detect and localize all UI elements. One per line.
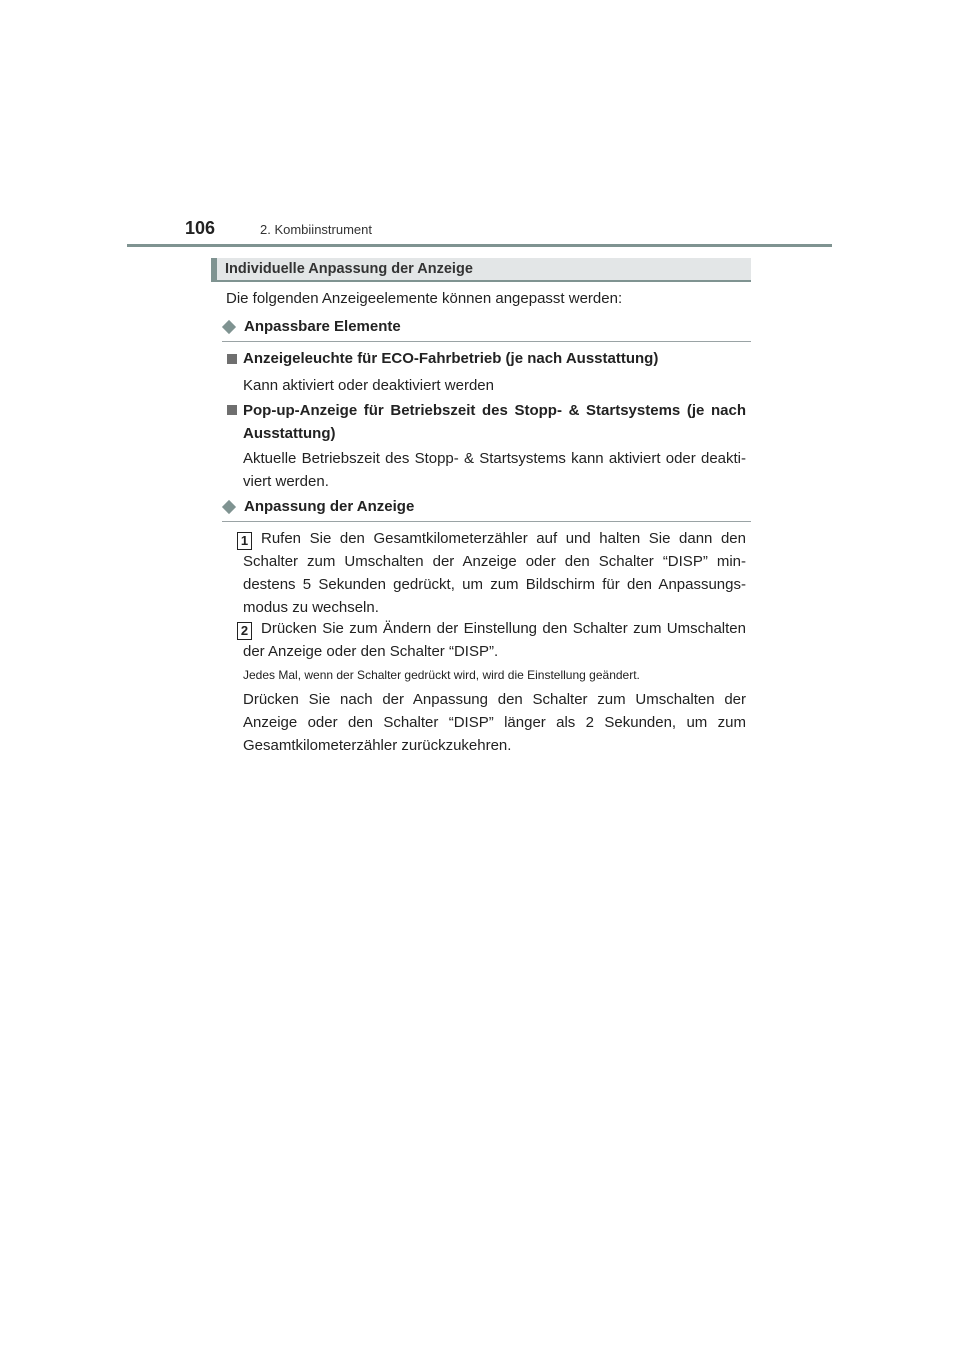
square-bullet-icon: [227, 354, 237, 364]
step-note: Jedes Mal, wenn der Schalter gedrückt wird, wird die Einstellung geändert.: [243, 668, 640, 682]
item-text-line: viert werden.: [243, 473, 329, 490]
square-bullet-icon: [227, 405, 237, 415]
step-text-line: Drücken Sie zum Ändern der Einstellung den Schalter zum Umschalten: [261, 620, 746, 637]
subsection-title: Anpassung der Anzeige: [244, 498, 415, 515]
step-number-badge: 2: [237, 622, 252, 640]
item-title-line: Ausstattung): [243, 425, 336, 442]
step-text-line: Rufen Sie den Gesamtkilometerzähler auf und halten Sie dann den: [261, 530, 746, 547]
chapter-title: 2. Kombiinstrument: [260, 222, 372, 237]
step-text-line: destens 5 Sekunden gedrückt, um zum Bildschirm für den Anpassungs-: [243, 576, 746, 593]
subsection-title: Anpassbare Elemente: [244, 318, 401, 335]
section-title: Individuelle Anpassung der Anzeige: [225, 261, 473, 277]
section-header: [211, 258, 751, 282]
page-number: 106: [185, 218, 216, 238]
header-rule: [127, 244, 832, 247]
step-text-line: der Anzeige oder den Schalter “DISP”.: [243, 643, 499, 660]
step-number-badge: 1: [237, 532, 252, 550]
closing-text-line: Drücken Sie nach der Anpassung den Schalter zum Umschalten der: [243, 691, 746, 708]
diamond-bullet-icon: [222, 320, 236, 334]
subsection-heading-anpassbare-elemente: [222, 319, 751, 342]
step-text-line: Schalter zum Umschalten der Anzeige oder den Schalter “DISP” min-: [243, 553, 746, 570]
subsection-heading-anpassung-der-anzeige: [222, 499, 751, 522]
item-title-line: Pop-up-Anzeige für Betriebszeit des Stopp- & Startsystems (je nach: [243, 402, 746, 419]
diamond-bullet-icon: [222, 500, 236, 514]
item-text: Kann aktiviert oder deaktiviert werden: [243, 377, 494, 394]
item-text-line: Aktuelle Betriebszeit des Stopp- & Startsystems kann aktiviert oder deakti-: [243, 450, 746, 467]
item-title: Anzeigeleuchte für ECO-Fahrbetrieb (je nach Ausstattung): [243, 350, 659, 367]
section-intro: Die folgenden Anzeigeelemente können angepasst werden:: [226, 290, 623, 307]
closing-text-line: Gesamtkilometerzähler zurückzukehren.: [243, 737, 512, 754]
closing-text-line: Anzeige oder den Schalter “DISP” länger als 2 Sekunden, um zum: [243, 714, 746, 731]
step-text-line: modus zu wechseln.: [243, 599, 379, 616]
